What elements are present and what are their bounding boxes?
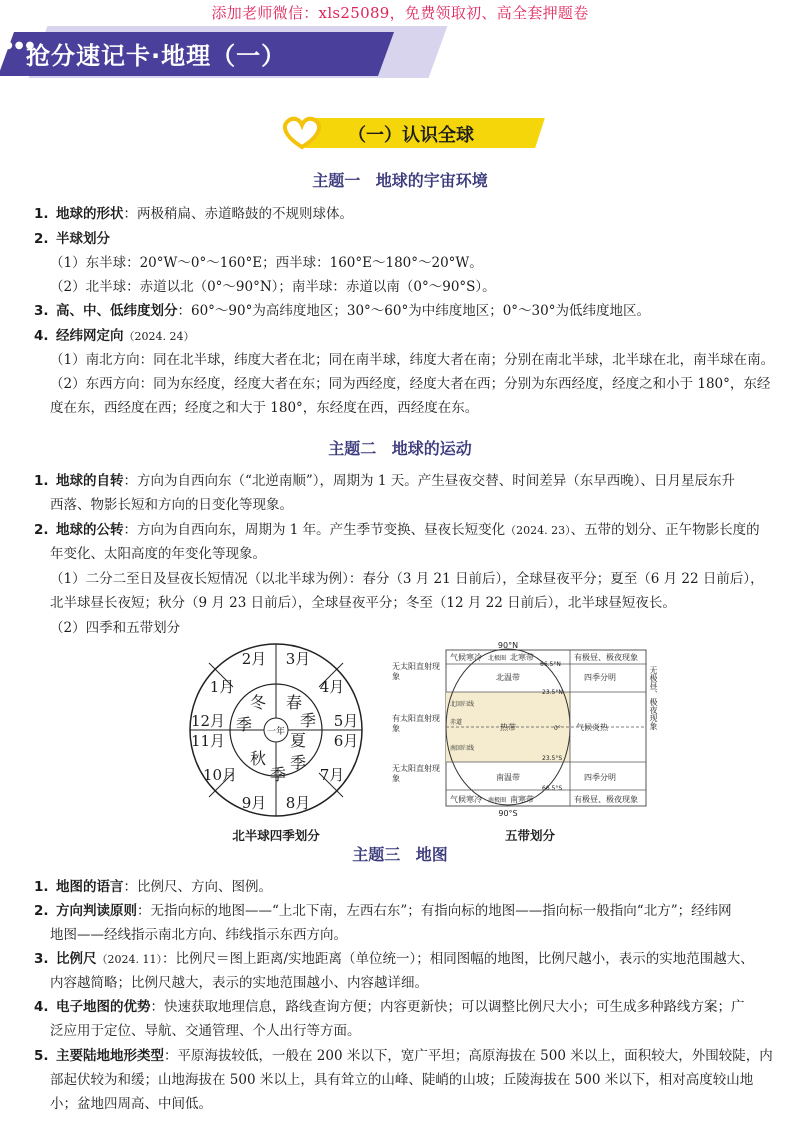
season-ji-1: 季 xyxy=(235,715,253,734)
topic2-item-2-cont: 年变化、太阳高度的年变化等现象。 xyxy=(50,546,266,562)
seasons-label-bottom: 有极昼、极夜现象 xyxy=(574,795,638,804)
topic3-item-5-cont2: 小；盆地四周高、中间低。 xyxy=(50,1096,212,1112)
item-number: 3. xyxy=(34,951,49,967)
item-text: ：平原海拔较低，一般在 200 米以下，宽广平坦；高原海拔在 500 米以上，面积较大，外围较陡，内 xyxy=(164,1048,773,1064)
four-seasons-top: 四季分明 xyxy=(584,673,616,682)
topic2-item-1-cont: 西落、物影长短和方向的日变化等现象。 xyxy=(50,497,293,513)
item-text: ：比例尺＝图上距离/实地距离（单位统一）；相同图幅的地图，比例尺越小，表示的实地范围越大、 xyxy=(161,951,754,967)
topic3-item-4 xyxy=(34,996,784,1019)
topic3-item-4-cont: 泛应用于定位、导航、交通管理、个人出行等方面。 xyxy=(50,1023,361,1039)
topic3-item-3 xyxy=(34,948,784,971)
month-12: 12月 xyxy=(190,712,226,730)
topic2-item-2-sub1: （1）二分二至日及昼夜长短情况（以北半球为例）：春分（3 月 21 日前后），全球昼夜平分；夏至（6 月 22 日前后）， xyxy=(50,571,764,587)
item-keyword: 半球划分 xyxy=(56,231,110,247)
topic3-item-5-cont: 部起伏较为和缓；山地海拔在 500 米以上，具有耸立的山峰、陡峭的山坡；丘陵海拔在 500 米以下，相对高度较山地 xyxy=(50,1072,754,1088)
season-diagram xyxy=(186,640,366,820)
item-number: 2. xyxy=(34,903,49,919)
item-keyword: 地球的公转 xyxy=(56,522,124,538)
exam-reference: （2024. 11） xyxy=(96,953,162,966)
lat-665s-label: 66.5°S xyxy=(542,785,563,792)
hot-label: 气候炎热 xyxy=(576,723,608,732)
month-11: 11月 xyxy=(190,732,226,750)
item-number: 2. xyxy=(34,231,49,247)
month-8: 8月 xyxy=(285,794,311,812)
left-label-top: 无太阳直射现象 xyxy=(392,662,440,681)
cold-label-top: 气候寒冷 xyxy=(450,653,482,662)
page-title: 抢分速记卡·地理（一） xyxy=(26,42,287,70)
cold-label-bottom: 气候寒冷 xyxy=(450,795,482,804)
month-6: 6月 xyxy=(333,732,359,750)
item-text: ：快速获取地理信息，路线查询方便；内容更新快；可以调整比例尺大小；可生成多种路线方案；广 xyxy=(150,999,745,1015)
month-9: 9月 xyxy=(241,794,267,812)
left-label-bottom: 无太阳直射现象 xyxy=(392,764,440,783)
topic2-item-2-sub2: 北半球昼长夜短；秋分（9 月 23 日前后），全球昼夜平分；冬至（12 月 22 日前后），北半球昼短夜长。 xyxy=(50,595,676,611)
equator-label: 赤道 xyxy=(450,719,463,726)
item-text: ：比例尺、方向、图例。 xyxy=(123,879,272,895)
month-4: 4月 xyxy=(319,678,345,696)
tropic-cancer-label: 北回归线 xyxy=(450,701,475,708)
item-number: 2. xyxy=(34,522,49,538)
item-text-2: 、五带的划分、正午物影长度的 xyxy=(570,522,760,538)
topic1-item-4-sub1: （1）南北方向：同在北半球，纬度大者在北；同在南半球，纬度大者在南；分别在南北半球，北半球在北，南半球在南。 xyxy=(50,352,775,368)
topic3-item-5 xyxy=(34,1045,784,1068)
five-zones-diagram xyxy=(392,640,662,818)
month-5: 5月 xyxy=(333,712,359,730)
heart-icon xyxy=(280,116,324,150)
south-frigid-label: 南寒带 xyxy=(510,795,534,804)
topic3-item-2-cont: 地图——经线指示南北方向、纬线指示东西方向。 xyxy=(50,927,347,943)
lat-235n-label: 23.5°N xyxy=(542,689,563,696)
tropic-capricorn-label: 南回归线 xyxy=(450,745,475,752)
lat-665n-label: 66.5°N xyxy=(540,661,561,668)
item-text: ：无指向标的地图——“上北下南，左西右东”；有指向标的地图——指向标一般指向“北方”；经纬网 xyxy=(137,903,732,919)
season-spring: 春 xyxy=(285,693,303,712)
season-caption: 北半球四季划分 xyxy=(232,828,320,843)
topic1-title: 主题一 地球的宇宙环境 xyxy=(312,171,488,190)
left-label-mid: 有太阳直射现象 xyxy=(392,714,440,733)
item-text: ：两极稍扁、赤道略鼓的不规则球体。 xyxy=(123,206,353,222)
month-10: 10月 xyxy=(202,766,238,784)
month-1: 1月 xyxy=(209,678,235,696)
arctic-circle-label: 北极圈 xyxy=(488,655,507,662)
four-seasons-bottom: 四季分明 xyxy=(584,773,616,782)
item-number: 4. xyxy=(34,999,49,1015)
topic2-item-2-sub3: （2）四季和五带划分 xyxy=(50,620,181,636)
zones-caption: 五带划分 xyxy=(504,828,555,843)
item-keyword: 经纬网定向 xyxy=(56,328,124,344)
season-year-label: 一年 xyxy=(266,727,286,737)
topic1-item-2-sub1: （1）东半球：20°W～0°～160°E；西半球：160°E～180°～20°W。 xyxy=(50,255,483,271)
item-number: 5. xyxy=(34,1048,49,1064)
topic1-item-3 xyxy=(34,300,784,323)
topic3-item-2 xyxy=(34,900,784,923)
item-keyword: 比例尺 xyxy=(56,951,97,967)
topic1-item-4 xyxy=(34,325,784,348)
lat-235s-label: 23.5°S xyxy=(542,755,563,762)
topic3-title: 主题三 地图 xyxy=(352,845,448,864)
unit-title: （一）认识全球 xyxy=(348,125,474,146)
north-frigid-label: 北寒带 xyxy=(510,653,534,662)
topic1-item-1 xyxy=(34,203,784,226)
item-number: 3. xyxy=(34,303,49,319)
item-keyword: 主要陆地地形类型 xyxy=(56,1048,164,1064)
right-side-label: 无极昼、极夜现象 xyxy=(649,666,658,730)
topic2-item-1 xyxy=(34,470,784,493)
topic3-item-1 xyxy=(34,876,784,899)
south-pole-label: 90°S xyxy=(498,809,518,818)
topic2-item-2 xyxy=(34,519,784,542)
season-ji-4: 季 xyxy=(289,753,307,772)
north-temperate-label: 北温带 xyxy=(496,673,520,682)
item-keyword: 高、中、低纬度划分 xyxy=(56,303,178,319)
month-3: 3月 xyxy=(285,650,311,668)
antarctic-circle-label: 南极圈 xyxy=(488,797,507,804)
topic3-item-3-cont: 内容越简略；比例尺越大，表示的实地范围越小、内容越详细。 xyxy=(50,975,428,991)
topic2-title: 主题二 地球的运动 xyxy=(328,439,472,458)
item-keyword: 地球的形状 xyxy=(56,206,124,222)
north-pole-label: 90°N xyxy=(497,641,519,650)
item-text: ：方向为自西向东，周期为 1 年。产生季节变换、昼夜长短变化 xyxy=(123,522,506,538)
zero-lat-label: 0° xyxy=(554,725,561,732)
item-text: ：60°～90°为高纬度地区；30°～60°为中纬度地区；0°～30°为低纬度地区。 xyxy=(177,303,650,319)
item-keyword: 地图的语言 xyxy=(56,879,124,895)
topic1-item-4-sub3: 度在东，西经度在西；经度之和大于 180°，东经度在西，西经度在东。 xyxy=(50,400,479,416)
exam-reference: （2024. 24） xyxy=(123,330,195,343)
season-autumn: 秋 xyxy=(249,749,267,768)
banner-dots-icon: ●●● xyxy=(4,40,37,51)
south-temperate-label: 南温带 xyxy=(496,773,520,782)
exam-reference: （2024. 23） xyxy=(505,524,571,537)
season-summer: 夏 xyxy=(289,731,307,750)
item-keyword: 方向判读原则 xyxy=(56,903,137,919)
season-ji-2: 季 xyxy=(299,711,317,730)
item-number: 4. xyxy=(34,328,49,344)
season-winter: 冬 xyxy=(249,693,267,712)
item-keyword: 电子地图的优势 xyxy=(56,999,151,1015)
season-ji-3: 季 xyxy=(269,765,287,784)
month-2: 2月 xyxy=(241,650,267,668)
item-keyword: 地球的自转 xyxy=(56,473,124,489)
month-7: 7月 xyxy=(319,766,345,784)
page-banner xyxy=(0,26,440,80)
item-number: 1. xyxy=(34,879,49,895)
seasons-label-top: 有极昼、极夜现象 xyxy=(574,653,638,662)
topic1-item-4-sub2: （2）东西方向：同为东经度，经度大者在东；同为西经度，经度大者在西；分别为东西经度，经度之和小于 180°，东经 xyxy=(50,376,771,392)
tropical-label: 热带 xyxy=(500,723,516,732)
unit-header xyxy=(280,116,550,150)
topic1-item-2-sub2: （2）北半球：赤道以北（0°～90°N）；南半球：赤道以南（0°～90°S）。 xyxy=(50,279,496,295)
watermark-text: 添加老师微信：xls25089，免费领取初、高全套押题卷 xyxy=(211,4,589,22)
item-number: 1. xyxy=(34,473,49,489)
topic1-item-2 xyxy=(34,228,784,251)
item-number: 1. xyxy=(34,206,49,222)
item-text: ：方向为自西向东（“北逆南顺”），周期为 1 天。产生昼夜交替、时间差异（东早西晚）、日月星辰东升 xyxy=(123,473,735,489)
